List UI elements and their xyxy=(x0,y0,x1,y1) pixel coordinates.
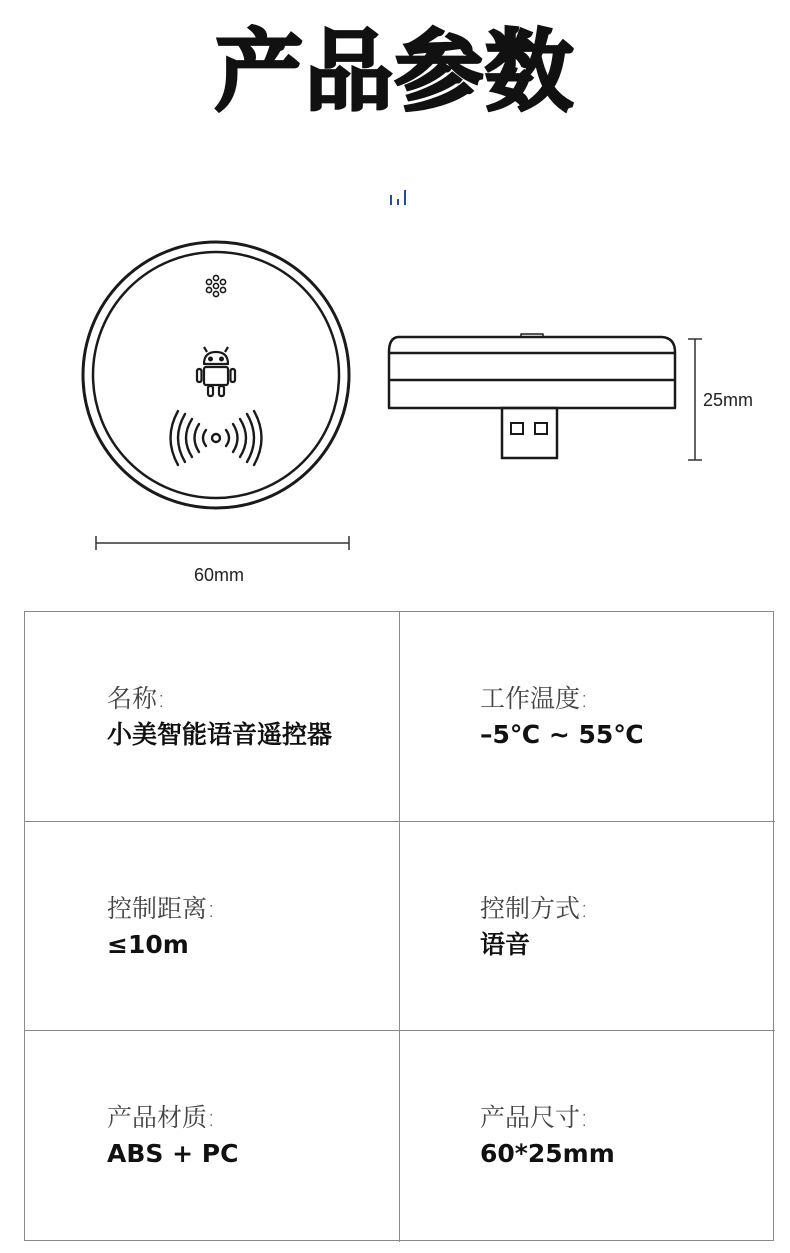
spec-label: 工作温度: xyxy=(480,684,589,713)
voice-waves-icon xyxy=(171,411,262,465)
spec-table xyxy=(24,611,774,1241)
spec-cell-temperature xyxy=(400,612,775,822)
spec-cell-material xyxy=(25,1031,400,1242)
spec-label: 名称: xyxy=(107,684,166,713)
spec-value: 60*25mm xyxy=(480,1139,615,1168)
height-label: 25mm xyxy=(703,390,754,410)
usb-plug-icon xyxy=(502,408,557,458)
spec-cell-name xyxy=(25,612,400,822)
product-diagram xyxy=(0,230,790,600)
spec-label: 控制距离: xyxy=(107,894,216,923)
spec-cell-size xyxy=(400,1031,775,1242)
spec-label: 产品尺寸: xyxy=(480,1103,589,1132)
spec-cell-distance xyxy=(25,822,400,1031)
spec-label: 产品材质: xyxy=(107,1103,216,1132)
spec-label: 控制方式: xyxy=(480,894,589,923)
height-dimension-line xyxy=(688,339,702,460)
width-dimension-line xyxy=(96,536,349,550)
page-title: 产品参数 xyxy=(214,20,575,123)
side-view xyxy=(389,334,675,408)
speaker-holes-icon xyxy=(206,275,225,296)
front-view xyxy=(83,242,349,508)
spec-value: 小美智能语音遥控器 xyxy=(107,720,333,749)
android-robot-icon xyxy=(197,347,235,396)
spec-value: ≤10m xyxy=(107,930,189,959)
spec-value: 语音 xyxy=(480,930,531,959)
width-label: 60mm xyxy=(194,565,245,585)
spec-cell-control-method xyxy=(400,822,775,1031)
spec-value: ABS + PC xyxy=(107,1139,239,1168)
bars-icon xyxy=(388,188,410,206)
spec-value: –5℃ ~ 55℃ xyxy=(480,720,644,749)
